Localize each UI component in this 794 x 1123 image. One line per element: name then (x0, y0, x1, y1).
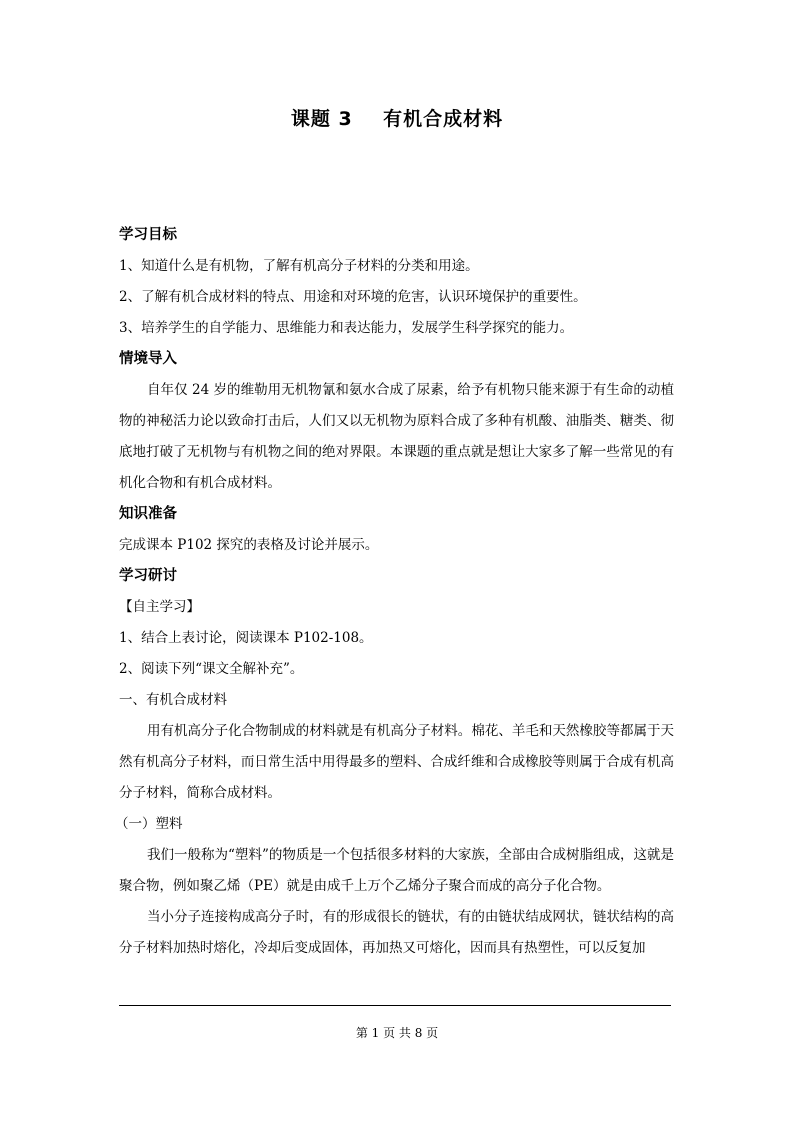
study-item-2: 2、阅读下列“课文全解补充”。 (119, 661, 304, 677)
goal-item-1: 1、知道什么是有机物，了解有机高分子材料的分类和用途。 (119, 258, 479, 274)
document-body (115, 220, 674, 964)
prep-text: 完成课本 P102 探究的表格及讨论并展示。 (119, 537, 379, 553)
plastics-title: （一）塑料 (115, 816, 183, 832)
study-item-1: 1、结合上表讨论，阅读课本 P102-108。 (119, 630, 373, 646)
section-heading-study: 学习研讨 (119, 568, 177, 584)
section-heading-prep: 知识准备 (119, 506, 177, 522)
section-heading-goals: 学习目标 (119, 227, 177, 243)
part1-title: 一、有机合成材料 (119, 692, 227, 708)
section-heading-intro: 情境导入 (119, 351, 177, 367)
plastics-paragraph-2: 当小分子连接构成高分子时，有的形成很长的链状，有的由链状结成网状，链状结构的高分子材料加热时熔化，冷却后变成固体，再加热又可熔化，因而具有热塑性，可以反复加 (119, 909, 674, 956)
goal-item-2: 2、了解有机合成材料的特点、用途和对环境的危害，认识环境保护的重要性。 (119, 289, 587, 305)
plastics-paragraph-1: 我们一般称为“塑料”的物质是一个包括很多材料的大家族，全部由合成树脂组成，这就是聚合物，例如聚乙烯（PE）就是由成千上万个乙烯分子聚合而成的高分子化合物。 (119, 847, 674, 894)
self-study-label: 【自主学习】 (119, 599, 200, 615)
goal-item-3: 3、培养学生的自学能力、思维能力和表达能力，发展学生科学探究的能力。 (119, 320, 574, 336)
page-number: 第 1 页 共 8 页 (355, 1026, 439, 1040)
footer-divider (119, 1005, 671, 1006)
part1-paragraph: 用有机高分子化合物制成的材料就是有机高分子材料。棉花、羊毛和天然橡胶等都属于天然有机高分子材料，而日常生活中用得最多的塑料、合成纤维和合成橡胶等则属于合成有机高分子材料，简称合成材料。 (119, 723, 674, 801)
intro-paragraph: 自年仅 24 岁的维勒用无机物氰和氨水合成了尿素，给予有机物只能来源于有生命的动植物的神秘活力论以致命打击后，人们又以无机物为原料合成了多种有机酸、油脂类、糖类、彻底地打破了无机物与有机物之间的绝对界限。本课题的重点就是想让大家多了解一些常见的有机化合物和有机合成材料。 (119, 382, 674, 491)
page-title: 课题 3 有机合成材料 (290, 108, 504, 130)
